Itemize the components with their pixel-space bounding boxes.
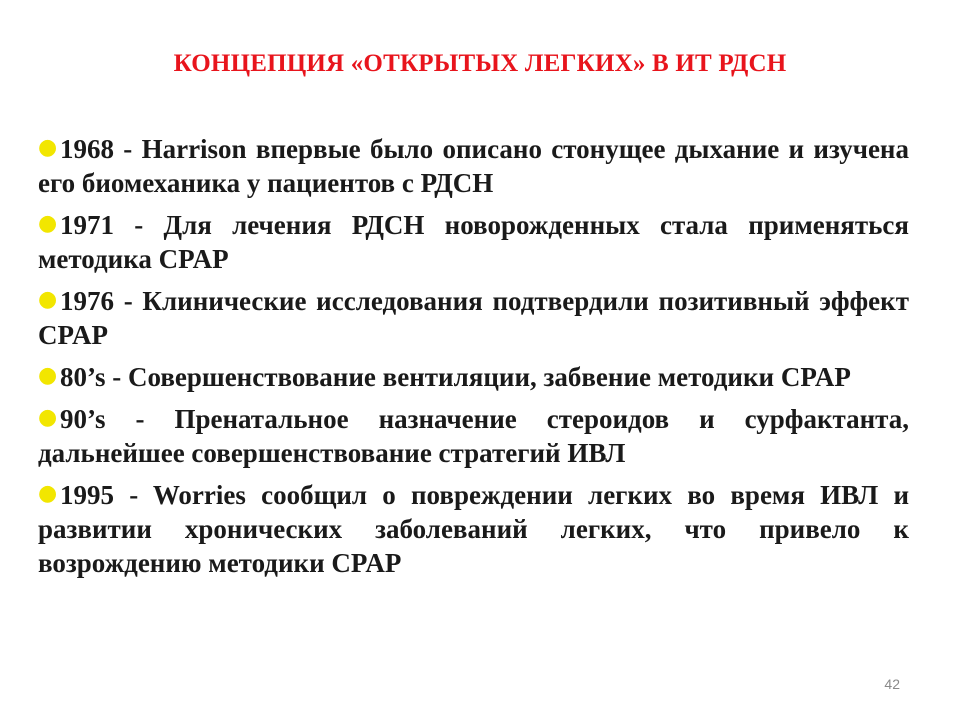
page-number: 42 (884, 676, 900, 692)
timeline-item-1971 (38, 207, 909, 276)
timeline-item-text: 1976 - Клинические исследования подтвердили позитивный эффект CPAP (38, 286, 909, 350)
bullet-dot-icon: ● (38, 287, 58, 312)
timeline-item-1995 (38, 477, 909, 580)
bullet-dot-icon: ● (38, 211, 58, 236)
timeline-item-1976 (38, 283, 909, 352)
timeline-item-80s (38, 359, 909, 394)
bullet-dot-icon: ● (38, 481, 58, 506)
timeline-item-text: 1968 - Harrison впервые было описано стонущее дыхание и изучена его биомеханика у пациентов с РДСН (38, 134, 909, 198)
timeline-item-text: 80’s - Совершенствование вентиляции, забвение методики CPAP (60, 362, 851, 392)
bullet-dot-icon: ● (38, 363, 58, 388)
bullet-dot-icon: ● (38, 135, 58, 160)
timeline-item-1968 (38, 131, 909, 200)
timeline-item-text: 1971 - Для лечения РДСН новорожденных стала применяться методика CPAP (38, 210, 909, 274)
timeline-item-90s (38, 401, 909, 470)
timeline-item-text: 90’s - Пренатальное назначение стероидов и сурфактанта, дальнейшее совершенствование стратегий ИВЛ (38, 404, 909, 468)
timeline-item-text: 1995 - Worries сообщил о повреждении легких во время ИВЛ и развитии хронических заболеваний легких, что привело к возрождению методики CPAP (38, 480, 909, 578)
timeline-list (38, 131, 909, 587)
slide-title: КОНЦЕПЦИЯ «ОТКРЫТЫХ ЛЕГКИХ» В ИТ РДСН (173, 50, 787, 77)
bullet-dot-icon: ● (38, 405, 58, 430)
